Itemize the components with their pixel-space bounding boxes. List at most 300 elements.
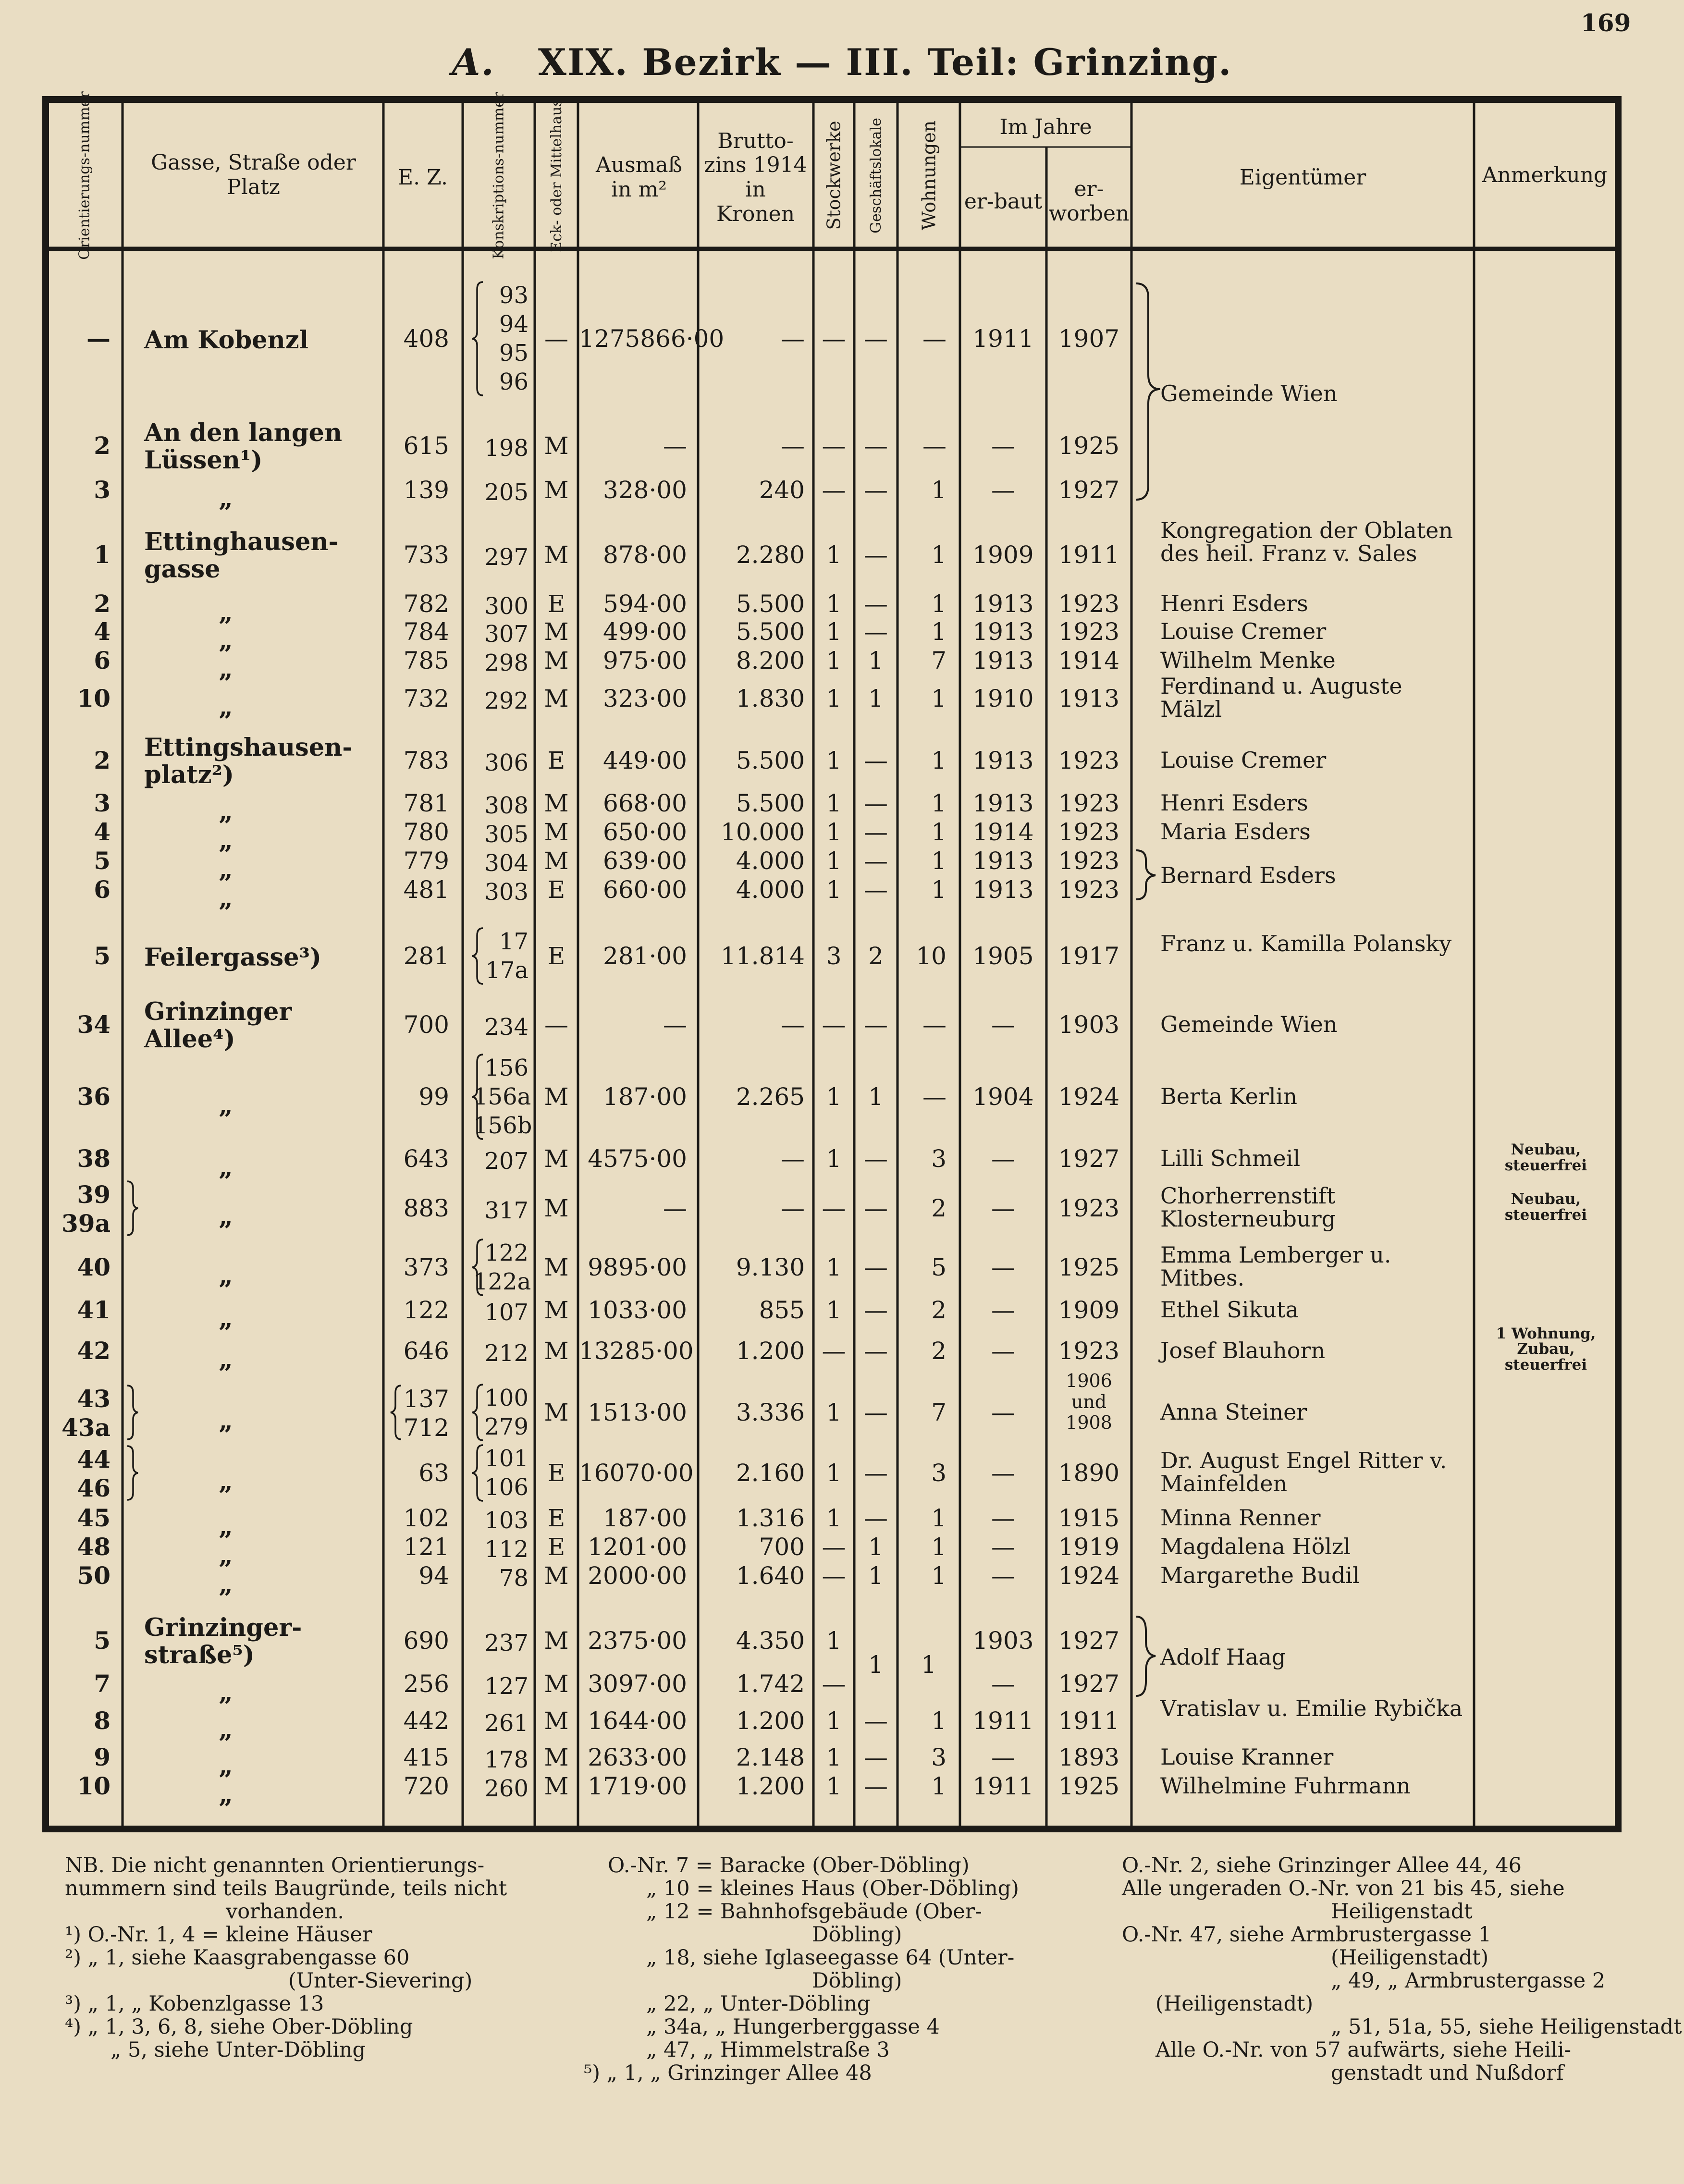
ez-cell: 643 (403, 1145, 449, 1173)
erworben: 1927 (1058, 1670, 1120, 1698)
ausmass: 2633·00 (588, 1743, 687, 1771)
footnote-line: „ 51, 51a, 55, siehe Heiligenstadt (1331, 2015, 1682, 2039)
footnote-line: genstadt und Nußdorf (1331, 2061, 1564, 2085)
erbaut: 1911 (972, 1707, 1034, 1735)
stockwerke: 1 (826, 1772, 842, 1800)
orientierungsnummer: 6 (94, 875, 111, 904)
eigentuemer: Anna Steiner (1160, 1399, 1307, 1425)
ausmass: 594·00 (603, 590, 687, 618)
erbaut: — (991, 1504, 1015, 1532)
eck-mittel: E (547, 1533, 565, 1561)
ez-cell: 139 (403, 476, 449, 504)
footnote-line: ³) „ 1, „ Kobenzlgasse 13 (65, 1992, 324, 2016)
footnote-line: Alle O.-Nr. von 57 aufwärts, siehe Heili- (1155, 2038, 1572, 2062)
orientierungsnummer: 3 (94, 476, 111, 504)
footnote-line: ²) „ 1, siehe Kaasgrabengasse 60 (65, 1946, 410, 1970)
street-name: „ (219, 1202, 233, 1231)
geschaeftslokale: — (864, 876, 888, 904)
erworben: 1925 (1058, 1253, 1120, 1281)
footnote-line: Heiligenstadt (1331, 1900, 1473, 1924)
stockwerke: 1 (826, 847, 842, 875)
footnote-line: O.-Nr. 47, siehe Armbrustergasse 1 (1122, 1923, 1492, 1947)
erworben: 1927 (1058, 1627, 1120, 1655)
orientierungsnummer: 6 (94, 646, 111, 675)
header-erworben: er-worben (1048, 177, 1130, 226)
bruttozins: 240 (759, 476, 805, 504)
wohnungen: 1 (931, 789, 946, 817)
orientierungsnummer: 36 (77, 1082, 111, 1111)
bruttozins: 3.336 (736, 1399, 805, 1426)
geschaeftslokale: — (864, 618, 888, 646)
orientierungsnummer: 3 (94, 789, 111, 817)
geschaeftslokale: 1 (868, 685, 884, 712)
erbaut: — (991, 476, 1015, 504)
ausmass: 3097·00 (588, 1670, 687, 1698)
konskriptionsnummer: 292 (484, 687, 529, 714)
wohnungen: 1 (931, 876, 946, 904)
ez-cell: 102 (403, 1504, 449, 1532)
geschaeftslokale: — (864, 590, 888, 618)
konskriptionsnummer: 156 156a 156b (473, 1055, 532, 1139)
ez-cell: 733 (403, 541, 449, 569)
eck-mittel: M (544, 1296, 569, 1324)
wohnungen: 2 (931, 1337, 946, 1365)
stockwerke: 1 (826, 876, 842, 904)
stockwerke: 1 (826, 1296, 842, 1324)
eck-mittel: M (544, 847, 569, 875)
footnote-line: „ 18, siehe Iglaseegasse 64 (Unter- (646, 1946, 1015, 1970)
erworben: 1923 (1058, 618, 1120, 646)
section-letter: A. (452, 41, 495, 84)
erbaut: 1909 (972, 541, 1034, 569)
wohnungen: 1 (931, 1562, 946, 1590)
wohnungen: 1 (931, 1504, 946, 1532)
erworben: 1915 (1058, 1504, 1120, 1532)
eck-mittel: M (544, 818, 569, 846)
stockwerke: 1 (826, 1399, 842, 1426)
header-gasse: Gasse, Straße oder Platz (151, 150, 356, 199)
wohnungen: 1 (931, 847, 946, 875)
eck-mittel: M (544, 1707, 569, 1735)
geschaeftslokale: — (864, 1253, 888, 1281)
orientierungsnummer: 8 (94, 1706, 111, 1735)
geschaeftslokale: — (864, 1399, 888, 1426)
ausmass: 449·00 (603, 747, 687, 774)
erworben: 1924 (1058, 1562, 1120, 1590)
geschaeftslokale: — (864, 1194, 888, 1222)
ausmass: 668·00 (603, 789, 687, 817)
street-name: „ (219, 1153, 233, 1182)
konskriptionsnummer: 260 (484, 1775, 529, 1802)
ez-cell: 94 (418, 1562, 449, 1590)
wohnungen: 1 (931, 618, 946, 646)
orientierungsnummer: 38 (77, 1144, 111, 1173)
konskriptionsnummer: 107 (484, 1299, 529, 1326)
stockwerke: — (822, 325, 846, 353)
bruttozins: 5.500 (736, 618, 805, 646)
stockwerke: 1 (826, 747, 842, 774)
erbaut: 1911 (972, 1772, 1034, 1800)
street-name: „ (219, 1467, 233, 1496)
street-name: „ (219, 484, 233, 513)
wohnungen: 7 (931, 647, 946, 675)
erworben: 1909 (1058, 1296, 1120, 1324)
erworben: 1906 und 1908 (1066, 1370, 1112, 1434)
orientierungsnummer: — (86, 324, 111, 353)
erworben: 1903 (1058, 1011, 1120, 1039)
ausmass: 13285·00 (579, 1337, 694, 1365)
erworben: 1923 (1058, 876, 1120, 904)
konskriptionsnummer: 305 (484, 821, 529, 848)
eigentuemer: Emma Lemberger u. Mitbes. (1160, 1242, 1391, 1291)
wohnungen: — (922, 325, 946, 353)
on-brace (126, 1180, 140, 1236)
header-eigentuemer: Eigentümer (1239, 165, 1366, 190)
header-brutto: Brutto-zins 1914 in Kronen (704, 128, 807, 226)
ausmass: 1644·00 (588, 1707, 687, 1735)
stockwerke: 1 (826, 1707, 842, 1735)
bruttozins: 11.814 (721, 942, 805, 970)
wohnungen: 1 (931, 1533, 946, 1561)
orientierungsnummer: 41 (77, 1296, 111, 1324)
ausmass: 1033·00 (588, 1296, 687, 1324)
orientierungsnummer: 39 39a (61, 1180, 111, 1238)
eigentuemer: Magdalena Hölzl (1160, 1534, 1351, 1559)
header-ausmass: Ausmaß in m² (595, 153, 683, 202)
eck-mittel: M (544, 1743, 569, 1771)
ausmass: 16070·00 (579, 1459, 694, 1487)
ausmass: 650·00 (603, 818, 687, 846)
bruttozins: 5.500 (736, 747, 805, 774)
orientierungsnummer: 10 (77, 1772, 111, 1800)
eigentuemer: Franz u. Kamilla Polansky (1160, 931, 1452, 957)
kon-brace (471, 1384, 485, 1441)
eigentuemer: Maria Esders (1160, 819, 1311, 845)
geschaeftslokale: — (864, 747, 888, 774)
kon-brace (471, 1239, 485, 1296)
erworben: 1917 (1058, 942, 1120, 970)
street-name: Grinzinger Allee⁴) (144, 997, 292, 1054)
erbaut: 1913 (972, 618, 1034, 646)
orientierungsnummer: 43 43a (61, 1385, 111, 1442)
header-orientierungsnummer: Orientierungs-nummer (76, 91, 93, 260)
footnote-line: Döbling) (812, 1969, 902, 1993)
konskriptionsnummer: 78 (499, 1565, 529, 1592)
eck-mittel: E (547, 942, 565, 970)
ez-cell: 63 (418, 1459, 449, 1487)
eck-mittel: E (547, 1504, 565, 1532)
konskriptionsnummer: 93 94 95 96 (499, 282, 529, 395)
stockwerke: 1 (826, 590, 842, 618)
footnote-line: vorhanden. (226, 1900, 344, 1924)
erbaut: 1903 (972, 1627, 1034, 1655)
street-name: „ (219, 693, 233, 722)
eigentuemer: Gemeinde Wien (1160, 1011, 1338, 1037)
bruttozins: 1.640 (736, 1562, 805, 1590)
konskriptionsnummer: 207 (484, 1148, 529, 1175)
geschaeftslokale: — (864, 1145, 888, 1173)
eigentuemer: Berta Kerlin (1160, 1083, 1297, 1109)
wohnungen: — (922, 1011, 946, 1039)
wohnungen: — (922, 1083, 946, 1111)
eigentuemer: Louise Cremer (1160, 618, 1327, 644)
erbaut: 1913 (972, 590, 1034, 618)
stockwerke: 1 (826, 1253, 842, 1281)
konskriptionsnummer: 178 (484, 1746, 529, 1773)
eck-mittel: M (544, 541, 569, 569)
wohnungen: 1 (931, 747, 946, 774)
bruttozins: 2.265 (736, 1083, 805, 1111)
bruttozins: — (781, 1194, 805, 1222)
wohnungen: 1 (931, 818, 946, 846)
ausmass: 328·00 (603, 476, 687, 504)
eck-mittel: M (544, 476, 569, 504)
street-name: Ettinghausen-gasse (144, 528, 339, 584)
eigentuemer: Louise Kranner (1160, 1744, 1334, 1770)
bruttozins: — (781, 325, 805, 353)
eigentuemer: Kongregation der Oblaten des heil. Franz v. Sales (1160, 517, 1453, 567)
konskriptionsnummer: 237 (484, 1630, 529, 1656)
ez-cell: 883 (403, 1194, 449, 1222)
bruttozins: 5.500 (736, 789, 805, 817)
eck-mittel: M (544, 789, 569, 817)
erbaut: — (991, 1562, 1015, 1590)
street-name: „ (219, 826, 233, 855)
kon-brace (471, 1444, 485, 1502)
footnote-line: (Heiligenstadt) (1331, 1946, 1489, 1970)
ez-cell: 646 (403, 1337, 449, 1365)
wohnungen: 1 (931, 1707, 946, 1735)
stockwerke: 1 (826, 1504, 842, 1532)
footnote-line: ¹) O.-Nr. 1, 4 = kleine Häuser (65, 1923, 372, 1947)
erworben: 1923 (1058, 789, 1120, 817)
erbaut: — (991, 1399, 1015, 1426)
stockwerke: 1 (826, 685, 842, 712)
geschaeftslokale: — (864, 789, 888, 817)
erbaut: — (991, 432, 1015, 460)
eigentuemer: Wilhelmine Fuhrmann (1160, 1773, 1411, 1799)
street-name: „ (219, 1262, 233, 1290)
orientierungsnummer: 4 (94, 818, 111, 846)
orientierungsnummer: 2 (94, 746, 111, 774)
ez-cell: 700 (403, 1011, 449, 1039)
footnote-line: „ 22, „ Unter-Döbling (646, 1992, 871, 2016)
eck-mittel: M (544, 1194, 569, 1222)
street-name: „ (219, 1407, 233, 1436)
stockwerke: — (822, 1337, 846, 1365)
orientierungsnummer: 1 (94, 540, 111, 569)
footnote-line: NB. Die nicht genannten Orientierungs- (65, 1853, 485, 1877)
stockwerke: 1 (826, 1459, 842, 1487)
geschaeftslokale: — (864, 847, 888, 875)
street-name: An den langen Lüssen¹) (144, 418, 343, 475)
erworben: 1911 (1058, 541, 1120, 569)
erworben: 1919 (1058, 1533, 1120, 1561)
konskriptionsnummer: 17 17a (485, 928, 529, 984)
bruttozins: 4.000 (736, 876, 805, 904)
wohnungen: — (922, 432, 946, 460)
wohnungen: 2 (931, 1194, 946, 1222)
ausmass: 1513·00 (588, 1399, 687, 1426)
header-im-jahre: Im Jahre (999, 114, 1092, 139)
bruttozins: 700 (759, 1533, 805, 1561)
ez-cell: 256 (403, 1670, 449, 1698)
haag-geschaeftslokale-merged: 1 (868, 1651, 884, 1679)
ez-cell: 732 (403, 685, 449, 712)
wohnungen: 7 (931, 1399, 946, 1426)
ausmass: 639·00 (603, 847, 687, 875)
page-number: 169 (1581, 9, 1631, 37)
eck-mittel: M (544, 647, 569, 675)
konskriptionsnummer: 234 (484, 1014, 529, 1041)
owner-bernard-esders-group: Bernard Esders (1160, 862, 1336, 888)
orientierungsnummer: 42 (77, 1337, 111, 1365)
ausmass: 2000·00 (588, 1562, 687, 1590)
ausmass: 187·00 (603, 1083, 687, 1111)
street-name: „ (219, 884, 233, 913)
konskriptionsnummer: 198 (484, 435, 529, 462)
ez-cell: 415 (403, 1743, 449, 1771)
ausmass: 1719·00 (588, 1772, 687, 1800)
ez-brace (389, 1385, 404, 1440)
erworben: 1923 (1058, 818, 1120, 846)
geschaeftslokale: 1 (868, 1083, 884, 1111)
ausmass: — (663, 1011, 687, 1039)
footnote-line: Döbling) (812, 1923, 902, 1947)
erworben: 1913 (1058, 685, 1120, 712)
orientierungsnummer: 50 (77, 1561, 111, 1590)
footnote-line: „ 5, siehe Unter-Döbling (111, 2038, 366, 2062)
eck-mittel: M (544, 1772, 569, 1800)
footnote-line: „ 47, „ Himmelstraße 3 (646, 2038, 890, 2062)
header-stockwerke: Stockwerke (823, 121, 845, 230)
street-name: Grinzinger-straße⁵) (144, 1613, 302, 1670)
erworben: 1925 (1058, 432, 1120, 460)
erworben: 1923 (1058, 1194, 1120, 1222)
ausmass: 1275866·00 (579, 325, 725, 353)
erworben: 1925 (1058, 1772, 1120, 1800)
orientierungsnummer: 5 (94, 942, 111, 970)
ausmass: 323·00 (603, 685, 687, 712)
erbaut: — (991, 1743, 1015, 1771)
footnote-line: „ 34a, „ Hungerberggasse 4 (646, 2015, 940, 2039)
orientierungsnummer: 2 (94, 431, 111, 460)
eck-mittel: M (544, 1399, 569, 1426)
wohnungen: 3 (931, 1459, 946, 1487)
ausmass: 4575·00 (588, 1145, 687, 1173)
geschaeftslokale: — (864, 1011, 888, 1039)
orientierungsnummer: 7 (94, 1669, 111, 1698)
bruttozins: 5.500 (736, 590, 805, 618)
erbaut: — (991, 1670, 1015, 1698)
geschaeftslokale: — (864, 1743, 888, 1771)
stockwerke: 1 (826, 1627, 842, 1655)
konskriptionsnummer: 205 (484, 479, 529, 506)
eigentuemer: Wilhelm Menke (1160, 647, 1336, 673)
geschaeftslokale: — (864, 325, 888, 353)
wohnungen: 1 (931, 1772, 946, 1800)
footnote-line: ⁵) „ 1, „ Grinzinger Allee 48 (584, 2061, 872, 2085)
bruttozins: 1.830 (736, 685, 805, 712)
street-name: „ (219, 1715, 233, 1744)
bruttozins: 2.160 (736, 1459, 805, 1487)
bruttozins: — (781, 432, 805, 460)
ausmass: 281·00 (603, 942, 687, 970)
eigentuemer: Josef Blauhorn (1160, 1337, 1326, 1363)
haag-wohnungen-merged: 1 (921, 1651, 936, 1679)
eck-mittel: M (544, 685, 569, 712)
erworben: 1914 (1058, 647, 1120, 675)
ez-cell: 690 (403, 1627, 449, 1655)
header-ez: E. Z. (398, 165, 448, 190)
konskriptionsnummer: 112 (484, 1536, 529, 1563)
footnote-line: nummern sind teils Baugründe, teils nicht (65, 1877, 507, 1901)
erbaut: 1904 (972, 1083, 1034, 1111)
street-name: „ (219, 1541, 233, 1570)
orientierungsnummer: 34 (77, 1010, 111, 1039)
eigentuemer: Margarethe Budil (1160, 1562, 1360, 1588)
erworben: 1923 (1058, 847, 1120, 875)
wohnungen: 1 (931, 685, 946, 712)
stockwerke: 1 (826, 541, 842, 569)
header-eck: Eck- oder Mittelhaus (548, 98, 565, 252)
page-title-text: XIX. Bezirk — III. Teil: Grinzing. (538, 41, 1232, 84)
header-erbaut: er-baut (964, 189, 1043, 214)
erbaut: 1905 (972, 942, 1034, 970)
ez-cell: 408 (403, 325, 449, 353)
eigentuemer: Chorherrenstift Klosterneuburg (1160, 1183, 1336, 1232)
bruttozins: 1.200 (736, 1707, 805, 1735)
on-brace (126, 1385, 140, 1440)
anmerkung: Neubau, steuerfrei (1504, 1141, 1587, 1174)
wohnungen: 5 (931, 1253, 946, 1281)
konskriptionsnummer: 306 (484, 749, 529, 776)
ez-cell: 615 (403, 432, 449, 460)
ausmass: — (663, 1194, 687, 1222)
geschaeftslokale: — (864, 476, 888, 504)
street-name: Feilergasse³) (144, 943, 321, 972)
konskriptionsnummer: 261 (484, 1710, 529, 1737)
eck-mittel: E (547, 876, 565, 904)
footnote-line: O.-Nr. 2, siehe Grinzinger Allee 44, 46 (1122, 1853, 1522, 1877)
footnote-line: ⁴) „ 1, 3, 6, 8, siehe Ober-Döbling (65, 2015, 413, 2039)
erbaut: 1913 (972, 747, 1034, 774)
konskriptionsnummer: 103 (484, 1507, 529, 1534)
konskriptionsnummer: 127 (484, 1673, 529, 1700)
stockwerke: — (822, 1562, 846, 1590)
street-name: „ (219, 626, 233, 655)
ez-cell: 373 (403, 1253, 449, 1281)
geschaeftslokale: 1 (868, 647, 884, 675)
owner-adolf-haag-group: Adolf Haag (1160, 1644, 1286, 1670)
eigentuemer: Henri Esders (1160, 590, 1308, 616)
eigentuemer: Ferdinand u. Auguste Mälzl (1160, 673, 1402, 723)
footnote-line: „ 10 = kleines Haus (Ober-Döbling) (646, 1877, 1019, 1901)
erbaut: 1913 (972, 876, 1034, 904)
anmerkung: 1 Wohnung, Zubau, steuerfrei (1496, 1325, 1596, 1374)
footnote-line: O.-Nr. 7 = Baracke (Ober-Döbling) (608, 1853, 970, 1877)
eck-mittel: E (547, 747, 565, 774)
footnote-line: „ 49, „ Armbrustergasse 2 (1331, 1969, 1606, 1993)
eck-mittel: — (544, 1011, 568, 1039)
eck-mittel: M (544, 1562, 569, 1590)
konskriptionsnummer: 122 122a (473, 1239, 531, 1295)
wohnungen: 10 (916, 942, 946, 970)
street-name: „ (219, 1345, 233, 1374)
bruttozins: 1.742 (736, 1670, 805, 1698)
erbaut: 1913 (972, 847, 1034, 875)
stockwerke: 1 (826, 818, 842, 846)
